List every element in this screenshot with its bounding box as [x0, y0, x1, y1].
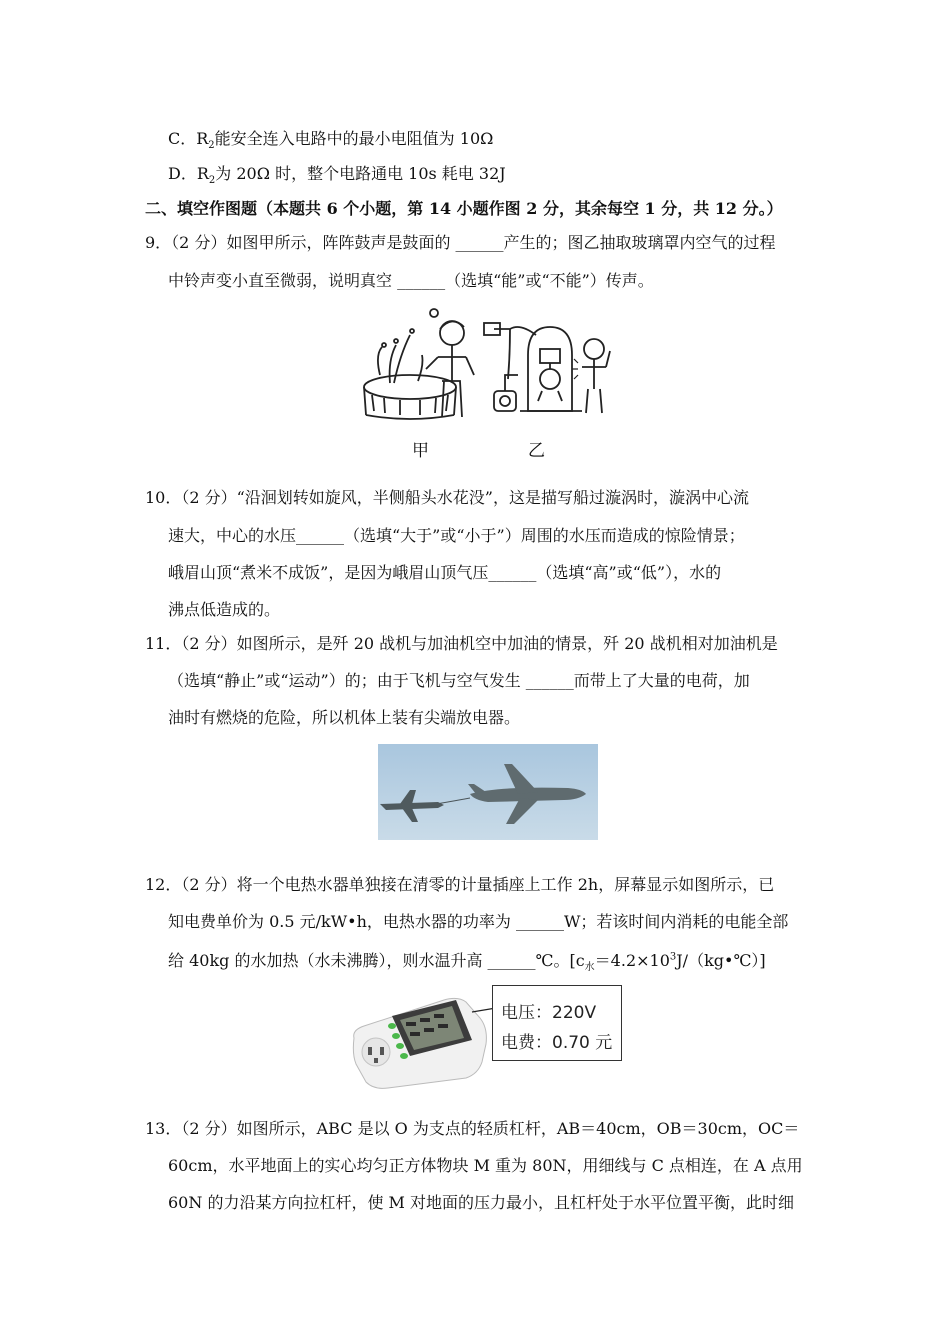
q9-line1: 9．（2 分）如图甲所示，阵阵鼓声是鼓面的 ______产生的；图乙抽取玻璃罩内空气的过程	[145, 233, 776, 252]
q10-line2: 速大，中心的水压______（选填“大于”或“小于”）周围的水压而造成的惊险情景；	[168, 526, 745, 545]
q10-line1: 10．（2 分）“沿洄划转如旋风，半侧船头水花没”，这是描写船过漩涡时，漩涡中心流	[145, 488, 749, 507]
meter-display-callout	[492, 985, 622, 1061]
display-fee: 电费：0.70 元	[501, 1033, 613, 1053]
option-d: D．$R_2$为 20Ω 时，整个电路通电 10s 耗电 32J	[168, 164, 506, 187]
q9-line2: 中铃声变小直至微弱，说明真空 ______（选填“能”或“不能”）传声。	[168, 271, 654, 290]
q10-line4: 沸点低造成的。	[168, 600, 281, 619]
q12-line1: 12．（2 分）将一个电热水器单独接在清零的计量插座上工作 2h，屏幕显示如图所示，已	[145, 875, 775, 894]
section-heading: 二、填空作图题（本题共 6 个小题，第 14 小题作图 2 分，其余每空 1 分，共 12 分。）	[145, 199, 783, 218]
q11-line1: 11．（2 分）如图所示，是歼 20 战机与加油机空中加油的情景，歼 20 战机相对加油机是	[145, 634, 778, 653]
q10-line3: 峨眉山顶“煮米不成饭”，是因为峨眉山顶气压______（选填“高”或“低”），水的	[168, 563, 722, 582]
q13-line2: 60cm，水平地面上的实心均匀正方体物块 M 重为 80N，用细线与 C 点相连，在 A 点用	[168, 1156, 803, 1175]
q11-line3: 油时有燃烧的危险，所以机体上装有尖端放电器。	[168, 708, 521, 727]
q13-line3: 60N 的力沿某方向拉杠杆，使 M 对地面的压力最小，且杠杆处于水平位置平衡，此时细	[168, 1193, 795, 1212]
display-voltage: 电压：220V	[501, 1003, 597, 1023]
q12-line3: 给 40kg 的水加热（水未沸腾），则水温升高 ______℃。$[c_水=4.2\times 10^3J/(kg•℃)]$	[168, 951, 766, 974]
q11-line2: （选填“静止”或“运动”）的；由于飞机与空气发生 ______而带上了大量的电荷，加	[168, 671, 750, 690]
drum-and-bell-jar-figure	[360, 305, 620, 423]
caption-jia: 甲	[412, 441, 429, 461]
caption-yi: 乙	[528, 441, 545, 461]
option-c: C．$R_2$能安全连入电路中的最小电阻值为 10Ω	[168, 129, 494, 152]
q13-line1: 13．（2 分）如图所示，ABC 是以 O 为支点的轻质杠杆，AB＝40cm，OB＝30cm，OC＝	[145, 1119, 800, 1138]
aerial-refueling-photo	[378, 744, 598, 840]
q12-line2: 知电费单价为 0.5 元/kW•h，电热水器的功率为 ______W；若该时间内消耗的电能全部	[168, 912, 789, 931]
metering-socket-image	[348, 992, 498, 1092]
